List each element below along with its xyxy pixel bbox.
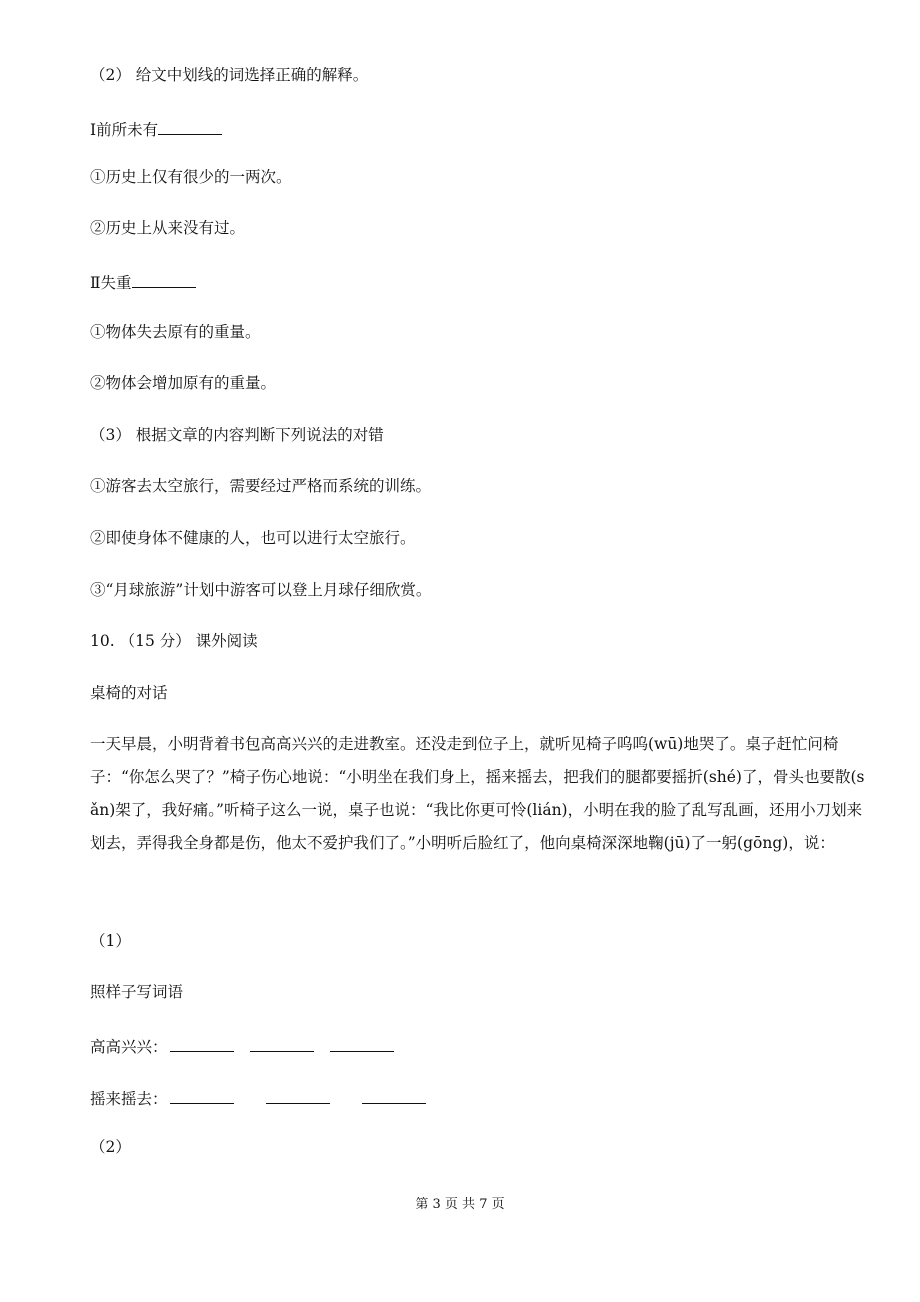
q2-item2-option2: ②物体会增加原有的重量。 (90, 374, 277, 392)
pattern-row-2 (90, 1089, 426, 1108)
passage-title: 桌椅的对话 (90, 684, 168, 702)
q2-heading: （2） 给文中划线的词选择正确的解释。 (90, 66, 369, 84)
q3-statement-2: ②即使身体不健康的人，也可以进行太空旅行。 (90, 529, 416, 547)
passage-text: 一天早晨，小明背着书包高高兴兴的走进教室。还没走到位子上，就听见椅子呜呜(wū)地哭了。桌子赶忙问椅子：“你怎么哭了？”椅子伤心地说：“小明坐在我们身上，摇来摇去，把我们的腿都要摇折(shé)了，骨头也要散(sǎn)架了，我好痛。”听椅子这么一说，桌子也说：“我比你更可怜(lián)，小明在我的脸了乱写乱画，还用小刀划来划去，弄得我全身都是伤，他太不爱护我们了。”小明听后脸红了，他向桌椅深深地鞠(jū)了一躬(gōng)，说： (90, 735, 865, 852)
pattern-label-2: 摇来摇去： (90, 1090, 168, 1108)
q2-item1-label: Ⅰ前所未有 (90, 121, 159, 139)
q2-item1-option1: ①历史上仅有很少的一两次。 (90, 168, 292, 186)
q3-heading: （3） 根据文章的内容判断下列说法的对错 (90, 426, 384, 444)
answer-blank[interactable] (170, 1037, 234, 1052)
q3-statement-1: ①游客去太空旅行，需要经过严格而系统的训练。 (90, 477, 432, 495)
q2-item1-row (90, 120, 222, 139)
q2-item2-row (90, 273, 196, 292)
pattern-row-1 (90, 1037, 394, 1056)
q10-sub1-label: （1） (90, 932, 131, 950)
q10-heading: 10. （15 分） 课外阅读 (90, 632, 258, 650)
answer-blank[interactable] (158, 120, 222, 135)
q2-item2-label: Ⅱ失重 (90, 274, 132, 292)
q3-statement-3: ③“月球旅游”计划中游客可以登上月球仔细欣赏。 (90, 581, 432, 599)
answer-blank[interactable] (170, 1089, 234, 1104)
pattern-label-1: 高高兴兴： (90, 1038, 168, 1056)
q10-sub1-instruction: 照样子写词语 (90, 983, 184, 1001)
answer-blank[interactable] (362, 1089, 426, 1104)
answer-blank[interactable] (132, 273, 196, 288)
page-footer: 第 3 页 共 7 页 (415, 1197, 505, 1212)
q2-item2-option1: ①物体失去原有的重量。 (90, 323, 261, 341)
q2-item1-option2: ②历史上从来没有过。 (90, 219, 246, 237)
answer-blank[interactable] (330, 1037, 394, 1052)
answer-blank[interactable] (250, 1037, 314, 1052)
answer-blank[interactable] (266, 1089, 330, 1104)
q10-sub2-label: （2） (90, 1138, 131, 1156)
